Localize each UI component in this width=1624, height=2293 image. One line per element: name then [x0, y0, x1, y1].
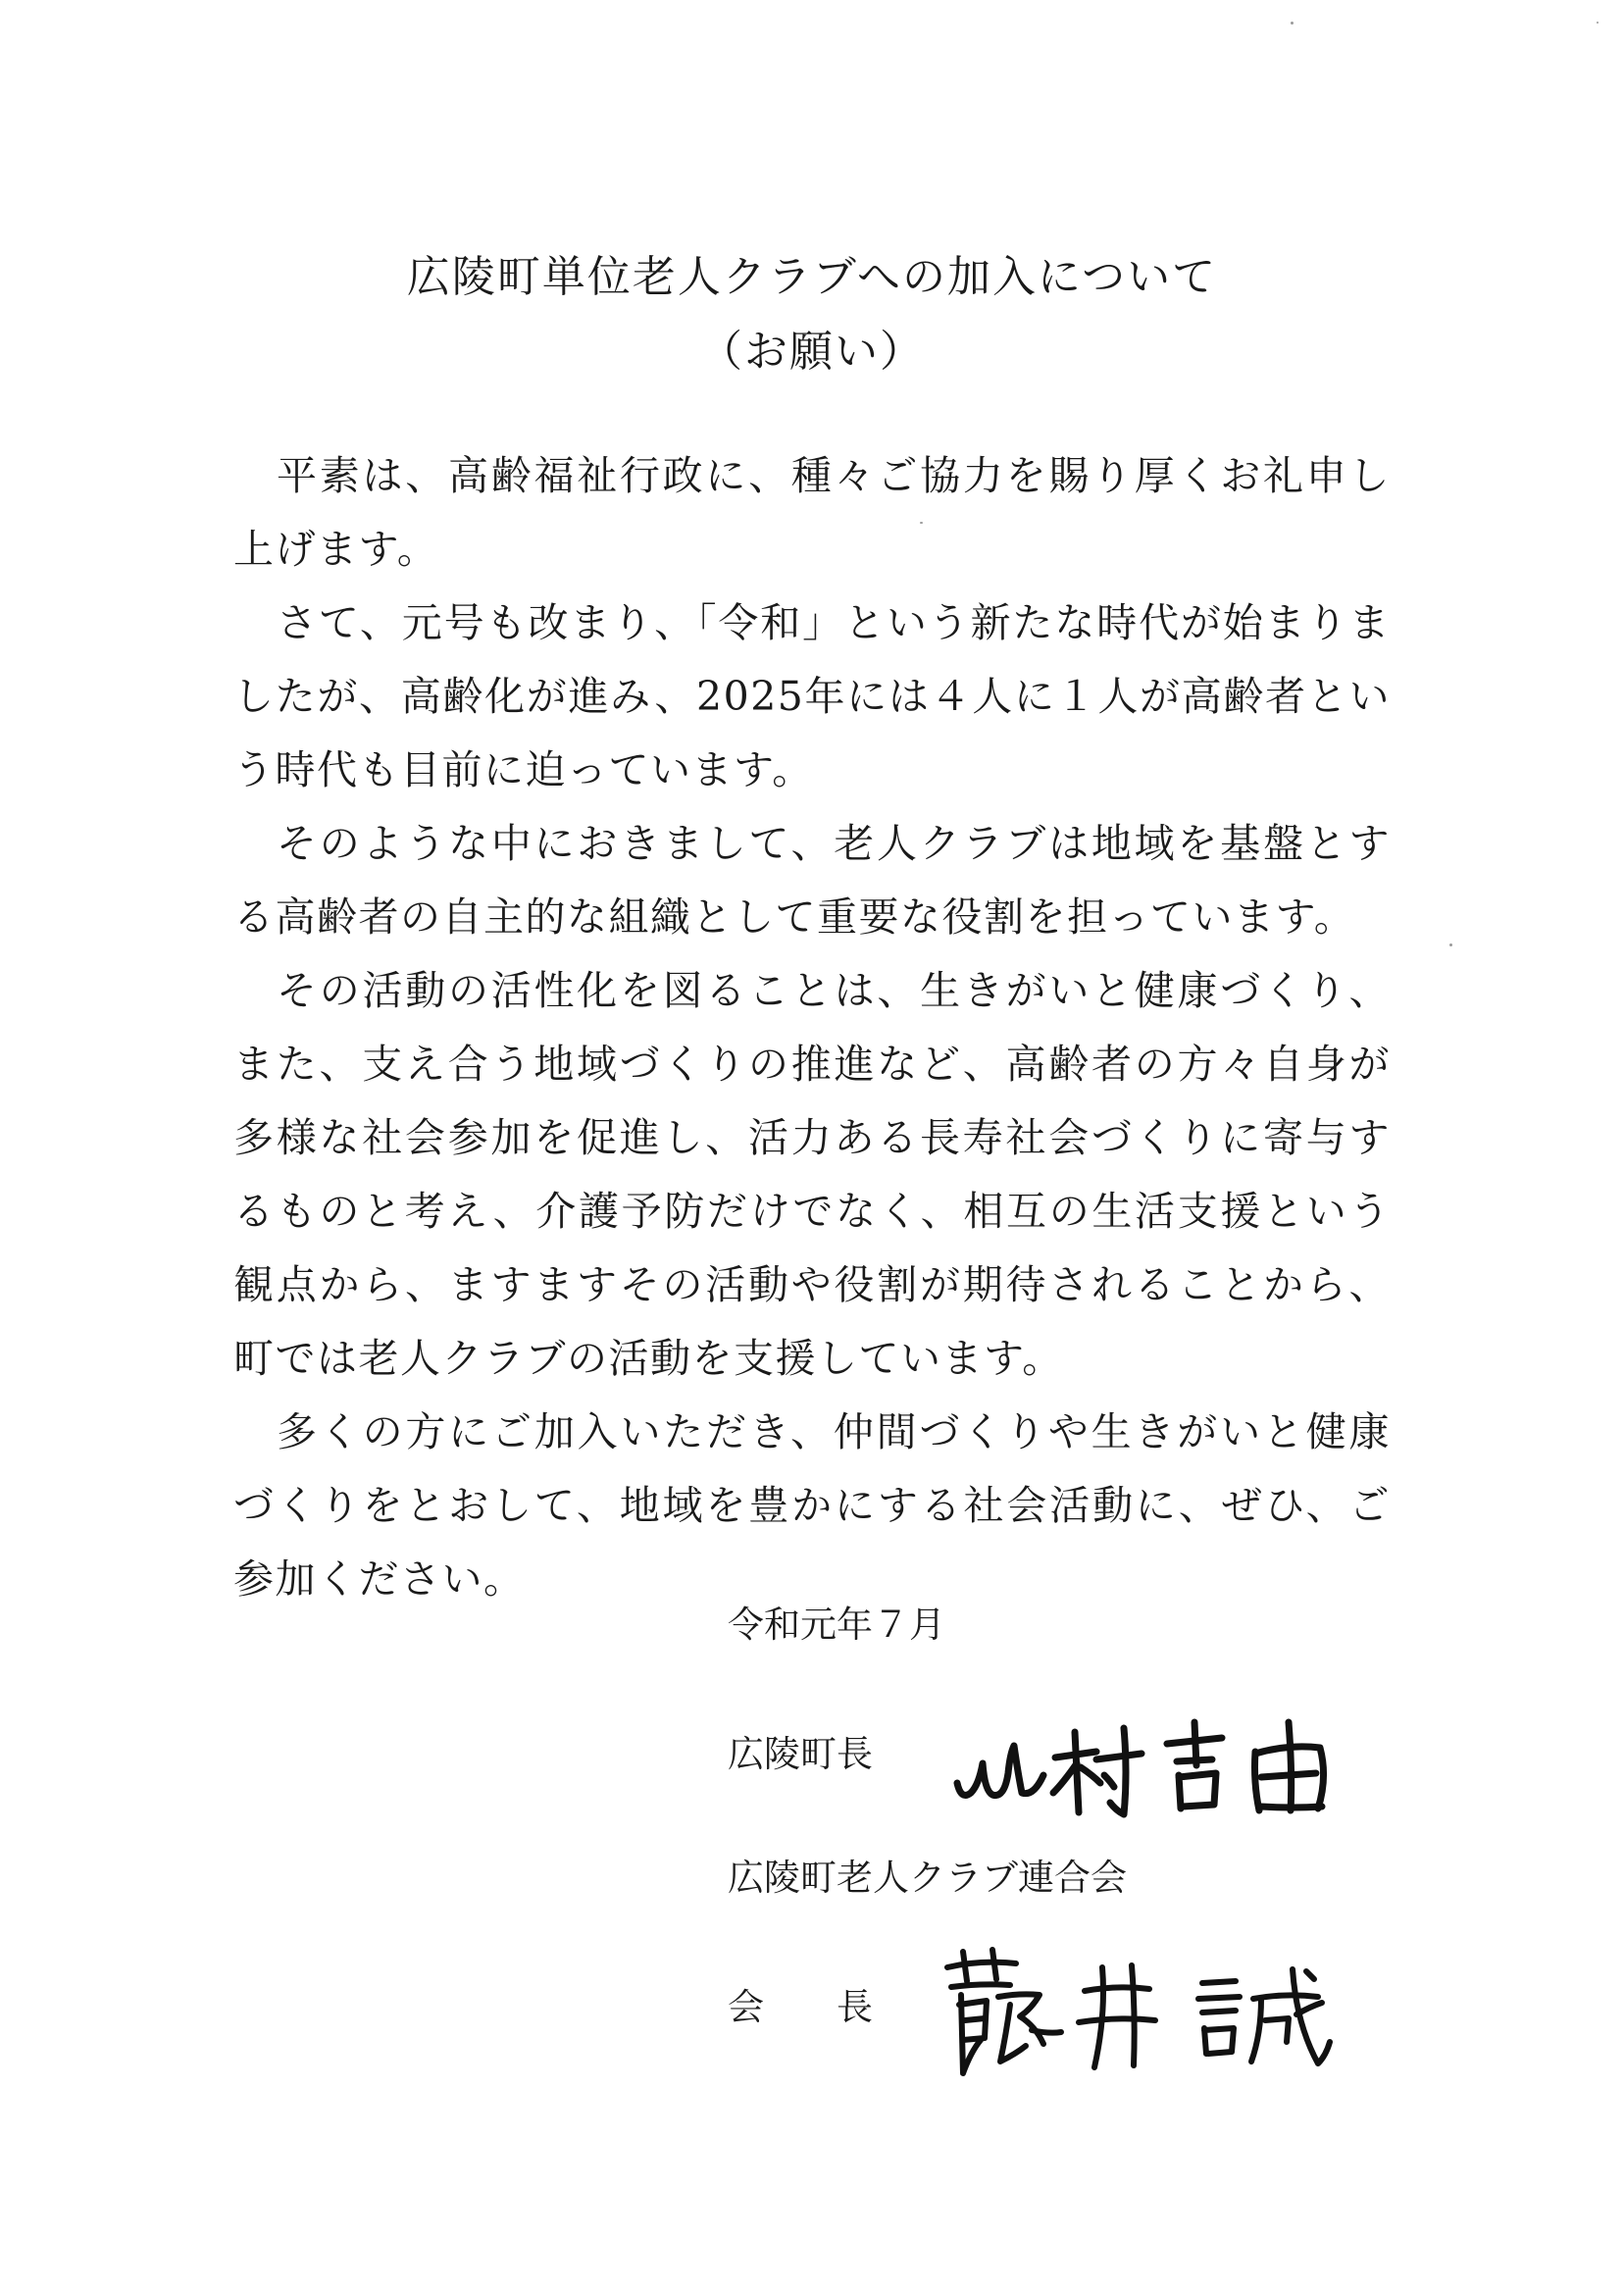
association-name: 広陵町老人クラブ連合会 [728, 1857, 1127, 1899]
president-title: 会 長 [728, 1986, 873, 2028]
scan-speck [1597, 22, 1599, 24]
paragraph: その活動の活性化を図ることは、生きがいと健康づくり、また、支え合う地域づくりの推進など、高齢者の方々自身が多様な社会参加を促進し、活力ある長寿社会づくりに寄与するものと考え、介護予防だけでなく、相互の生活支援という観点から、ますますその活動や役割が期待されることから、町では老人クラブの活動を支援しています。 [233, 967, 1391, 1382]
document-title: 広陵町単位老人クラブへの加入について [406, 252, 1218, 302]
scan-speck [920, 522, 923, 524]
document-body [233, 439, 1391, 1616]
paragraph: 多くの方にご加入いただき、仲間づくりや生きがいと健康づくりをとおして、地域を豊かにする社会活動に、ぜひ、ご参加ください。 [233, 1408, 1391, 1603]
mayor-title: 広陵町長 [728, 1733, 873, 1775]
scan-speck [1291, 22, 1294, 25]
scan-speck [1449, 943, 1452, 946]
president-signature [941, 1946, 1334, 2083]
paragraph: さて、元号も改まり、「令和」という新たな時代が始まりましたが、高齢化が進み、2025年には４人に１人が高齢者という時代も目前に迫っています。 [233, 599, 1391, 793]
mayor-signature [949, 1714, 1361, 1822]
paragraph: そのような中におきまして、老人クラブは地域を基盤とする高齢者の自主的な組織として重要な役割を担っています。 [233, 820, 1391, 941]
date-text: 令和元年７月 [728, 1604, 945, 1646]
document-subtitle: （お願い） [699, 327, 925, 377]
paragraph: 平素は、高齢福祉行政に、種々ご協力を賜り厚くお礼申し上げます。 [233, 452, 1391, 573]
